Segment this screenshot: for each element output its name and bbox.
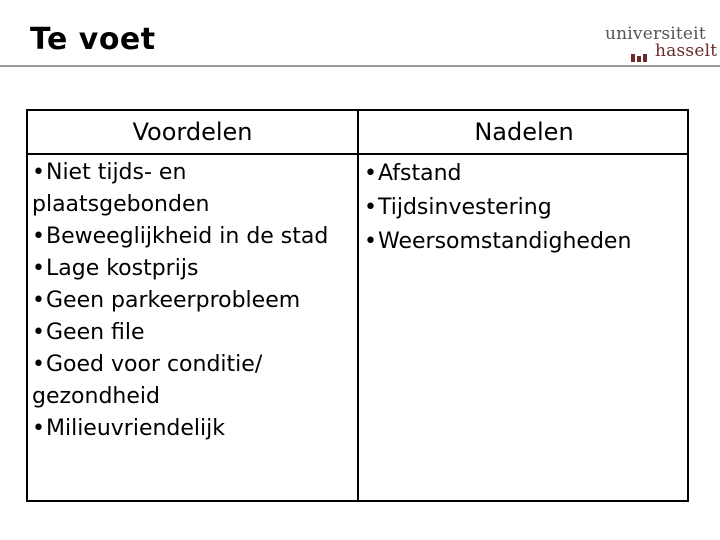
title-divider [0,65,720,67]
comparison-table [26,109,689,502]
list-item: •Niet tijds- en plaatsgebonden [32,160,210,217]
header-divider [28,153,687,155]
list-item: •Tijdsinvestering [364,195,552,220]
list-item: •Lage kostprijs [32,256,199,281]
logo-line-1: universiteit [605,24,706,44]
list-item: •Goed voor conditie/ gezondheid [32,352,263,409]
slide-title: Te voet [30,22,156,57]
list-item: •Weersomstandigheden [364,229,632,254]
list-item: •Geen file [32,320,145,345]
university-logo [603,24,718,66]
voordelen-list [32,157,352,445]
logo-line-2: hasselt [655,41,718,61]
nadelen-list [364,157,682,259]
header-nadelen: Nadelen [474,118,574,146]
list-item: •Milieuvriendelijk [32,416,226,441]
list-item: •Beweeglijkheid in de stad [32,224,329,249]
list-item: •Afstand [364,161,462,186]
column-divider [357,111,359,500]
list-item: •Geen parkeerprobleem [32,288,301,313]
logo-mark-icon [631,54,651,62]
header-voordelen: Voordelen [132,118,253,146]
